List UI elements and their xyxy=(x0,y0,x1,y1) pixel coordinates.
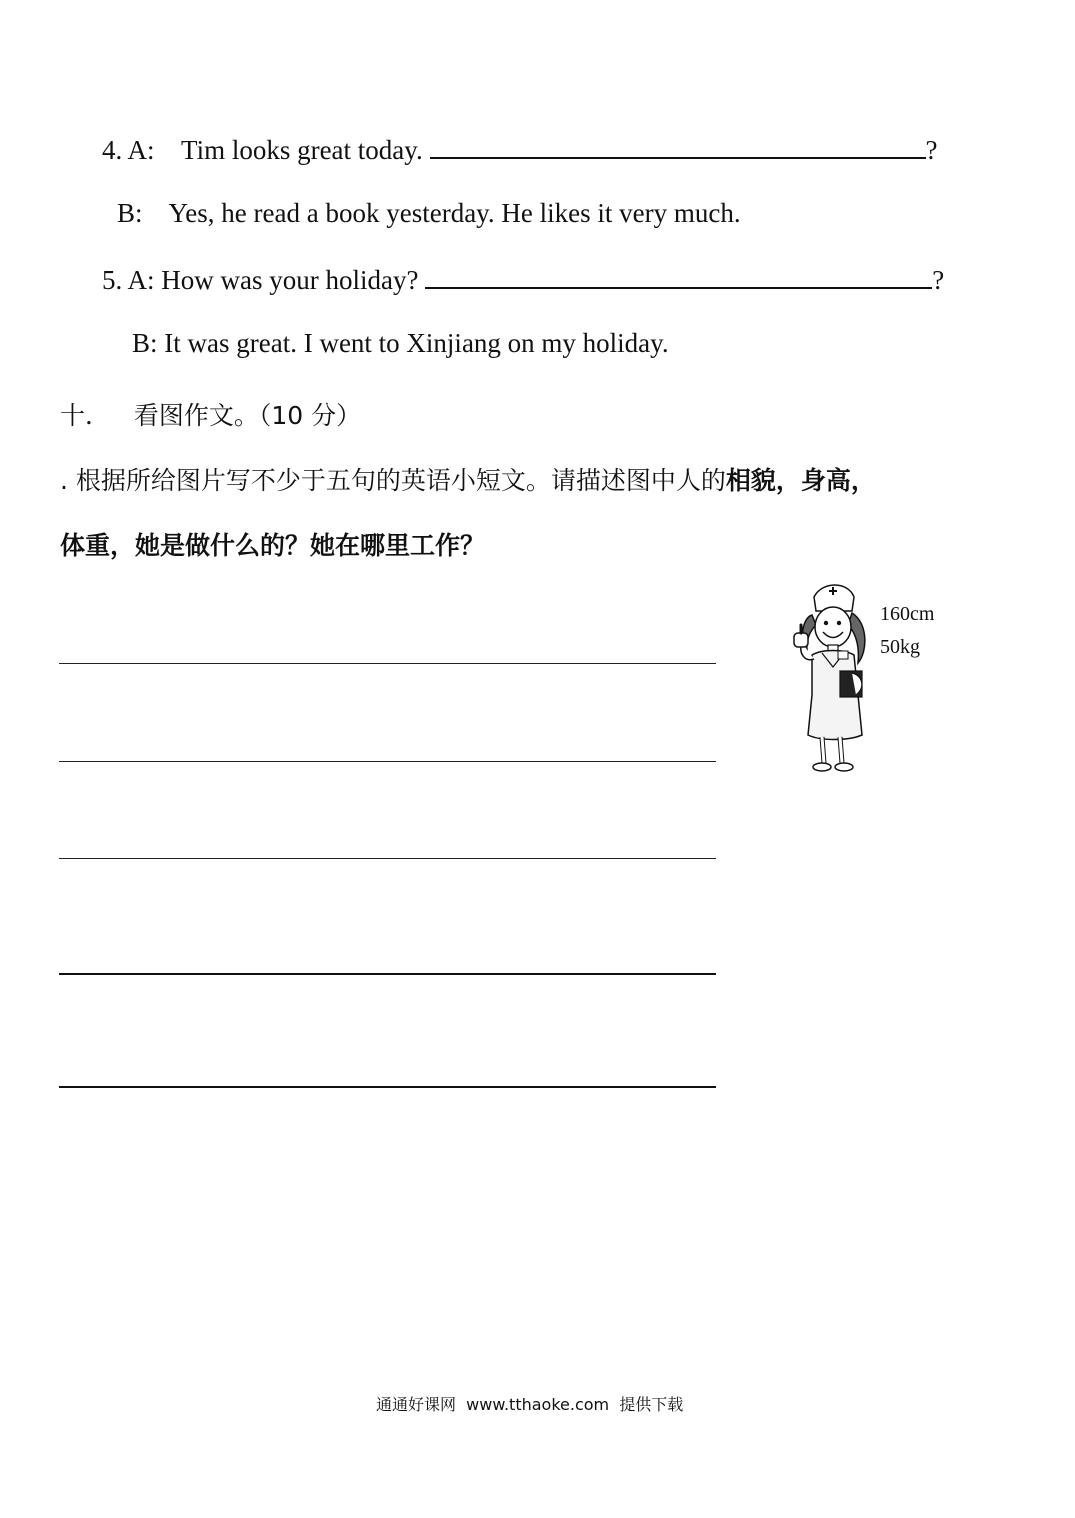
q5-a-label: 5. A: xyxy=(102,265,155,295)
page-footer: 通通好课网 www.tthaoke.com 提供下载 xyxy=(376,1395,684,1414)
q4-question-mark: ? xyxy=(925,135,938,165)
q5-question-mark: ? xyxy=(932,265,945,295)
section-10-heading xyxy=(60,396,361,432)
q4-answer-blank[interactable] xyxy=(430,133,926,159)
q5-b-label: B: xyxy=(132,328,158,358)
writing-line-3[interactable] xyxy=(59,858,716,859)
section-10-title: 看图作文。（10 分） xyxy=(133,401,362,430)
q4-b-label: B: xyxy=(117,198,143,228)
writing-line-5[interactable] xyxy=(59,1086,716,1088)
q4-a-label: 4. A: xyxy=(102,135,155,165)
q5-answer-blank[interactable] xyxy=(425,263,932,289)
writing-line-1[interactable] xyxy=(59,663,716,664)
writing-line-4[interactable] xyxy=(59,973,716,975)
q4-a-line xyxy=(102,133,938,166)
section-10-number: 十． xyxy=(60,401,111,430)
instruction-bold-2: 体重，她是做什么的？她在哪里工作？ xyxy=(60,531,486,560)
writing-line-2[interactable] xyxy=(59,761,716,762)
figure-height: 160cm xyxy=(880,603,935,625)
instruction-line-1 xyxy=(60,461,876,497)
figure-weight: 50kg xyxy=(880,636,920,658)
q4-b-line xyxy=(117,198,741,229)
q4-a-text: Tim looks great today. xyxy=(181,135,423,165)
nurse-illustration-icon xyxy=(782,577,882,777)
q4-b-text: Yes, he read a book yesterday. He likes it very much. xyxy=(168,198,741,228)
q5-a-line xyxy=(102,263,944,296)
instruction-prefix: . 根据所给图片写不少于五句的英语小短文。请描述图中人的 xyxy=(60,466,726,495)
q5-b-line xyxy=(132,328,669,359)
q5-a-text: How was your holiday? xyxy=(161,265,419,295)
q5-b-text: It was great. I went to Xinjiang on my holiday. xyxy=(164,328,669,358)
instruction-bold-1: 相貌，身高， xyxy=(725,466,876,495)
